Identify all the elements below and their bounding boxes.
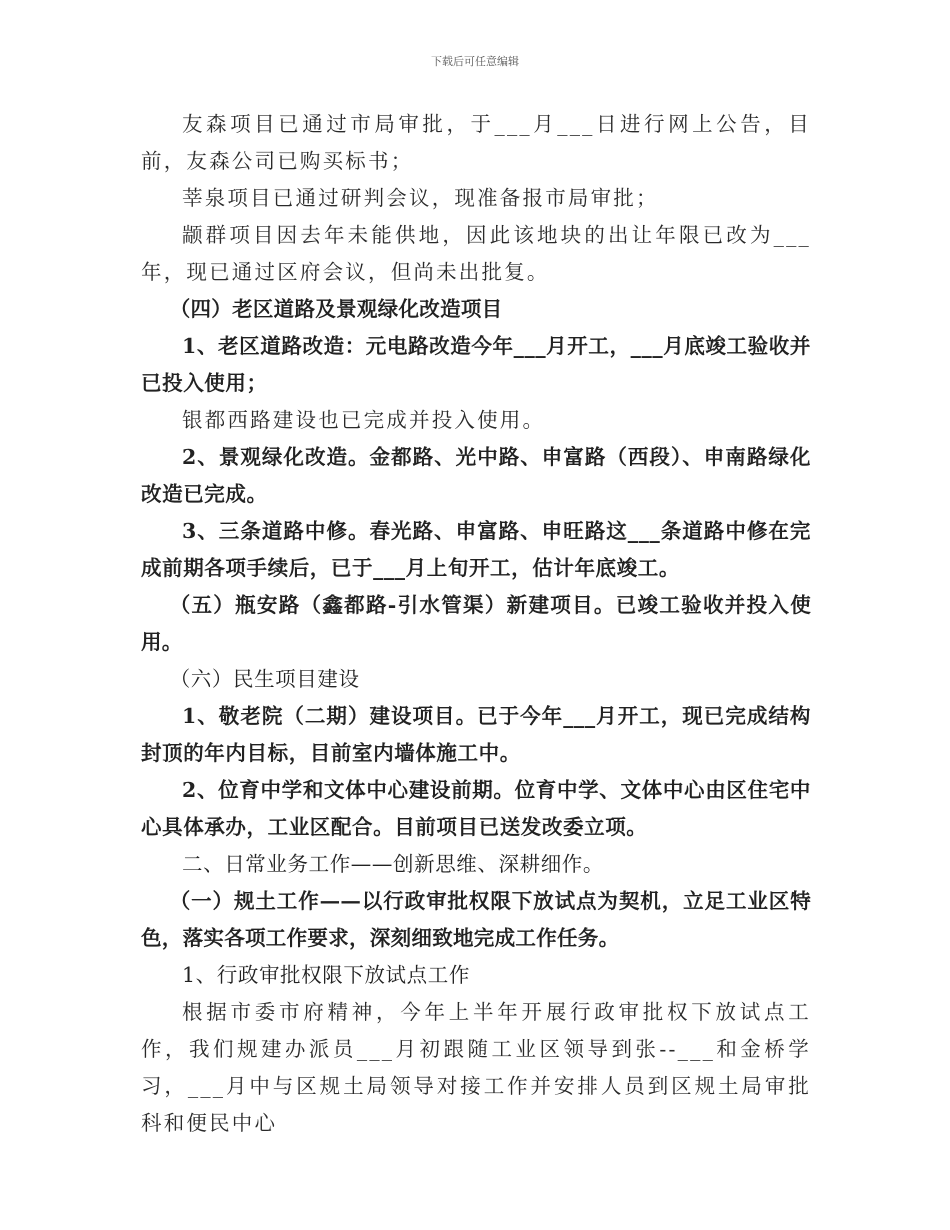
section-heading-ping-an-road: （五）瓶安路（鑫都路-引水管渠）新建项目。已竣工验收并投入使用。	[141, 593, 811, 654]
paragraph-weiyu-school: 2、位育中学和文体中心建设前期。位育中学、文体中心由区住宅中心具体承办，工业区配合。目前项目已送发改委立项。	[141, 778, 811, 839]
paragraph-approval-pilot-detail: 根据市委市府精神，今年上半年开展行政审批权下放试点工作，我们规建办派员___月初跟随工业区领导到张--___和金桥学习，___月中与区规土局领导对接工作并安排人员到区规土局审批科和便民中心	[141, 1000, 811, 1135]
document-body	[141, 106, 811, 1142]
section-heading-daily-business: 二、日常业务工作——创新思维、深耕细作。	[182, 852, 604, 876]
section-heading-old-district-roads: （四）老区道路及景观绿化改造项目	[169, 297, 503, 321]
paragraph-yindu-west-road: 银都西路建设也已完成并投入使用。	[182, 408, 546, 432]
paragraph-xinquan-project: 莘泉项目已通过研判会议，现准备报市局审批；	[182, 186, 659, 210]
paragraph-zhuanqun-project: 颛群项目因去年未能供地，因此该地块的出让年限已改为___年，现已通过区府会议，但尚未出批复。	[141, 223, 811, 284]
section-heading-planning-land: （一）规土工作——以行政审批权限下放试点为契机，立足工业区特色，落实各项工作要求，深刻细致地完成工作任务。	[141, 889, 811, 950]
paragraph-old-road-renovation: 1、老区道路改造：元电路改造今年___月开工，___月底竣工验收并已投入使用；	[141, 334, 811, 395]
paragraph-nursing-home: 1、敬老院（二期）建设项目。已于今年___月开工，现已完成结构封顶的年内目标，目前室内墙体施工中。	[141, 704, 811, 765]
paragraph-three-roads-repair: 3、三条道路中修。春光路、申富路、申旺路这___条道路中修在完成前期各项手续后，已于___月上旬开工，估计年底竣工。	[141, 519, 811, 580]
page-header: 下载后可任意编辑	[431, 55, 519, 68]
paragraph-youseng-project: 友森项目已通过市局审批，于___月___日进行网上公告，目前，友森公司已购买标书；	[141, 112, 811, 173]
section-heading-livelihood-projects: （六）民生项目建设	[169, 667, 360, 691]
paragraph-landscape-greening: 2、景观绿化改造。金都路、光中路、申富路（西段）、申南路绿化改造已完成。	[141, 445, 811, 506]
section-heading-approval-pilot: 1、行政审批权限下放试点工作	[182, 963, 470, 987]
